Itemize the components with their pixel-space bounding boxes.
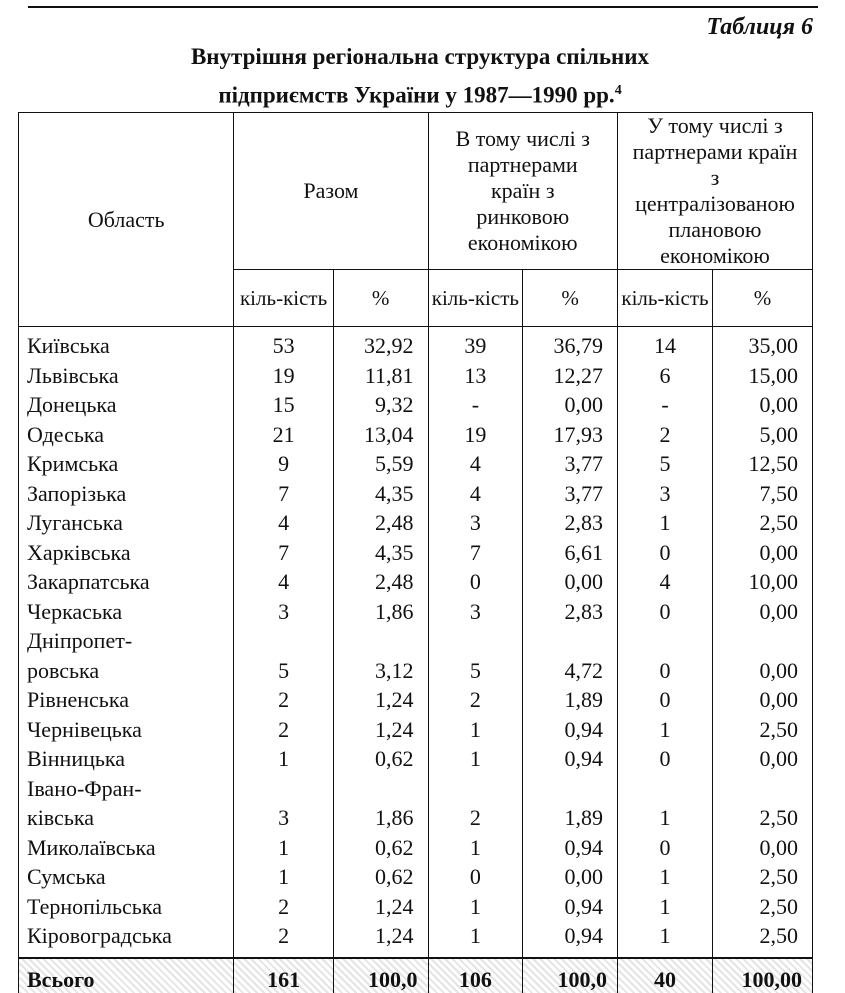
- cell-value: 1: [278, 746, 290, 771]
- cell-value: 1: [659, 805, 671, 830]
- cell-value: 3,77: [564, 480, 604, 506]
- cell-value: 4: [469, 480, 481, 506]
- cell-value: 0,00: [759, 746, 798, 771]
- region-name: Тернопільська: [27, 893, 162, 919]
- joint-ventures-table: [18, 112, 813, 993]
- cell-value: 3: [278, 598, 290, 624]
- cell-value: 36,79: [553, 333, 604, 358]
- cell-value: 2,83: [564, 510, 604, 535]
- cell-value: 2,48: [375, 510, 414, 535]
- cell-value: 0,00: [564, 864, 604, 889]
- cell-value: 2,50: [759, 893, 798, 919]
- cell-value: 3: [469, 598, 481, 624]
- cell-value: 0,94: [564, 746, 604, 771]
- cell-value: 2,50: [759, 716, 798, 742]
- cell-value: 9: [278, 451, 290, 476]
- cell-value: 0,00: [759, 657, 798, 683]
- cell-value: 4: [469, 451, 481, 476]
- header-region: Область: [19, 113, 234, 327]
- header-total-percent: %: [333, 270, 428, 327]
- cell-value: 0,62: [375, 864, 414, 889]
- cell-value: 0,00: [759, 392, 798, 417]
- cell-value: 7,50: [759, 480, 798, 506]
- cell-value: 7: [278, 539, 290, 565]
- cell-value: 12,50: [748, 451, 798, 476]
- cell-value: -: [661, 392, 669, 417]
- cell-value: 4,72: [564, 657, 604, 683]
- cell-value: 2: [469, 805, 481, 830]
- header-total: Разом: [234, 113, 428, 270]
- header-planned-count: кіль-кість: [618, 270, 713, 327]
- total-total-count: 161: [234, 958, 333, 993]
- cell-value: 1,89: [564, 805, 604, 830]
- cell-value: 3: [659, 480, 671, 506]
- region-name: Кіровоградська: [27, 923, 172, 948]
- line-spacer: [334, 774, 414, 804]
- cell-value: 1: [469, 923, 481, 948]
- cell-value: 7: [278, 480, 290, 506]
- total-planned-percent: 100,00: [712, 958, 812, 993]
- cell-value: 1: [469, 893, 481, 919]
- cell-value: 5: [659, 451, 671, 476]
- cell-value: 2,50: [759, 923, 798, 948]
- cell-value: 3: [278, 805, 290, 830]
- column-total-percent: [333, 327, 428, 958]
- cell-value: 7: [469, 539, 481, 565]
- line-spacer: [713, 774, 798, 804]
- cell-value: 2: [278, 923, 290, 948]
- cell-value: 1,24: [375, 716, 414, 742]
- cell-value: 2,48: [375, 569, 414, 594]
- cell-value: 5,59: [375, 451, 414, 476]
- cell-value: 13,04: [364, 421, 414, 447]
- header-planned: У тому числі з партнерами країн з централізованою плановою економікою: [618, 113, 813, 270]
- title-line-2: підприємств України у 1987—1990 рр.: [218, 82, 615, 108]
- cell-value: 4: [278, 569, 290, 594]
- cell-value: 1,24: [375, 893, 414, 919]
- region-name: Миколаївська: [27, 834, 156, 860]
- cell-value: 1: [469, 834, 481, 860]
- cell-value: 1: [469, 746, 481, 771]
- total-total-percent: 100,0: [333, 958, 428, 993]
- header-total-count: кіль-кість: [234, 270, 333, 327]
- cell-value: 10,00: [748, 569, 798, 594]
- cell-value: 19: [464, 421, 487, 447]
- title-line-1: Внутрішня регіональна структура спільних: [190, 44, 650, 69]
- region-name: Луганська: [27, 510, 123, 535]
- line-spacer: [429, 626, 523, 656]
- cell-value: 11,81: [364, 362, 414, 388]
- header-market: В тому числі з партнерами країн з ринковою економікою: [428, 113, 618, 270]
- total-market-count: 106: [428, 958, 523, 993]
- header-market-count: кіль-кість: [428, 270, 523, 327]
- cell-value: 1: [659, 716, 671, 742]
- cell-value: 2: [278, 716, 290, 742]
- line-spacer: [234, 774, 332, 804]
- header-planned-percent: %: [712, 270, 812, 327]
- region-name: Одеська: [27, 421, 105, 447]
- region-name: Чернівецька: [27, 716, 142, 742]
- line-spacer: [429, 774, 523, 804]
- cell-value: -: [471, 392, 480, 417]
- region-name: Запорізька: [27, 480, 127, 506]
- cell-value: 32,92: [364, 333, 414, 358]
- cell-value: 1,86: [375, 598, 414, 624]
- cell-value: 53: [272, 333, 295, 358]
- cell-value: 0,94: [564, 893, 604, 919]
- cell-value: 1: [278, 834, 290, 860]
- cell-value: 0,94: [564, 716, 604, 742]
- region-name: Львівська: [27, 362, 119, 388]
- cell-value: 1: [278, 864, 290, 889]
- cell-value: 4,35: [375, 480, 414, 506]
- cell-value: 12,27: [553, 362, 604, 388]
- region-name: Київська: [27, 333, 110, 358]
- region-name: Івано-Фран-: [27, 775, 142, 801]
- column-region-names: [19, 327, 234, 958]
- cell-value: 1: [659, 893, 671, 919]
- cell-value: 0,00: [564, 392, 604, 417]
- line-spacer: [713, 626, 798, 656]
- cell-value: 15: [272, 392, 295, 417]
- region-name: Сумська: [27, 864, 106, 889]
- cell-value: 0: [469, 864, 481, 889]
- region-name: Кримська: [27, 451, 119, 476]
- cell-value: 0: [659, 539, 671, 565]
- region-name: Закарпатська: [27, 569, 150, 594]
- cell-value: 4: [278, 510, 290, 535]
- cell-value: 1: [659, 923, 671, 948]
- cell-value: 0,62: [375, 834, 414, 860]
- total-label: Всього: [19, 958, 234, 993]
- cell-value: 2,50: [759, 805, 798, 830]
- cell-value: 0,00: [759, 687, 798, 712]
- line-spacer: [523, 626, 603, 656]
- cell-value: 0,00: [564, 569, 604, 594]
- cell-value: 4: [659, 569, 671, 594]
- cell-value: 14: [653, 333, 676, 358]
- cell-value: 2,50: [759, 510, 798, 535]
- title-footnote-mark: 4: [614, 83, 622, 98]
- top-rule: [28, 6, 818, 8]
- cell-value: 39: [464, 333, 487, 358]
- cell-value: 0,94: [564, 923, 604, 948]
- cell-value: 0: [659, 746, 671, 771]
- cell-value: 1,89: [564, 687, 604, 712]
- cell-value: 13: [464, 362, 487, 388]
- cell-value: 35,00: [748, 333, 798, 358]
- cell-value: 19: [272, 362, 295, 388]
- cell-value: 3: [469, 510, 481, 535]
- cell-value: 0,00: [759, 598, 798, 624]
- column-total-count: [234, 327, 333, 958]
- cell-value: 1: [659, 864, 671, 889]
- cell-value: 0: [659, 687, 671, 712]
- cell-value: 3,77: [564, 451, 604, 476]
- cell-value: 0,94: [564, 834, 604, 860]
- cell-value: 1: [469, 716, 481, 742]
- cell-value: 15,00: [748, 362, 798, 388]
- cell-value: 9,32: [375, 392, 414, 417]
- cell-value: 21: [272, 421, 295, 447]
- cell-value: 5,00: [759, 421, 798, 447]
- total-planned-count: 40: [618, 958, 713, 993]
- cell-value: 0,62: [375, 746, 414, 771]
- cell-value: 1,24: [375, 687, 414, 712]
- cell-value: 3,12: [375, 657, 414, 683]
- line-spacer: [234, 626, 332, 656]
- cell-value: 2: [278, 687, 290, 712]
- cell-value: 2: [659, 421, 671, 447]
- table-title: [40, 40, 800, 113]
- region-name: Донецька: [27, 392, 117, 417]
- column-market-percent: [523, 327, 618, 958]
- header-market-percent: %: [523, 270, 618, 327]
- cell-value: 17,93: [553, 421, 604, 447]
- cell-value: 0,00: [759, 539, 798, 565]
- table-number-label: Таблиця 6: [706, 14, 813, 40]
- region-name: Дніпропет-: [27, 628, 133, 653]
- cell-value: 4,35: [375, 539, 414, 565]
- region-name: ровська: [27, 657, 100, 683]
- cell-value: 5: [469, 657, 481, 683]
- line-spacer: [618, 774, 712, 804]
- region-name: Рівненська: [27, 687, 129, 712]
- cell-value: 2: [469, 687, 481, 712]
- line-spacer: [618, 626, 712, 656]
- cell-value: 2,83: [564, 598, 604, 624]
- region-name: Вінницька: [27, 746, 126, 771]
- column-planned-percent: [712, 327, 812, 958]
- line-spacer: [334, 626, 414, 656]
- cell-value: 0,00: [759, 834, 798, 860]
- cell-value: 0: [659, 598, 671, 624]
- region-name: Харківська: [27, 539, 131, 565]
- cell-value: 0: [659, 657, 671, 683]
- cell-value: 0: [469, 569, 481, 594]
- cell-value: 0: [659, 834, 671, 860]
- line-spacer: [523, 774, 603, 804]
- cell-value: 2,50: [759, 864, 798, 889]
- cell-value: 1,24: [375, 923, 414, 948]
- region-name: Черкаська: [27, 598, 123, 624]
- total-market-percent: 100,0: [523, 958, 618, 993]
- cell-value: 1: [659, 510, 671, 535]
- cell-value: 1,86: [375, 805, 414, 830]
- cell-value: 6: [659, 362, 671, 388]
- cell-value: 2: [278, 893, 290, 919]
- region-name: ківська: [27, 805, 94, 830]
- column-market-count: [428, 327, 523, 958]
- cell-value: 6,61: [564, 539, 604, 565]
- column-planned-count: [618, 327, 713, 958]
- cell-value: 5: [278, 657, 290, 683]
